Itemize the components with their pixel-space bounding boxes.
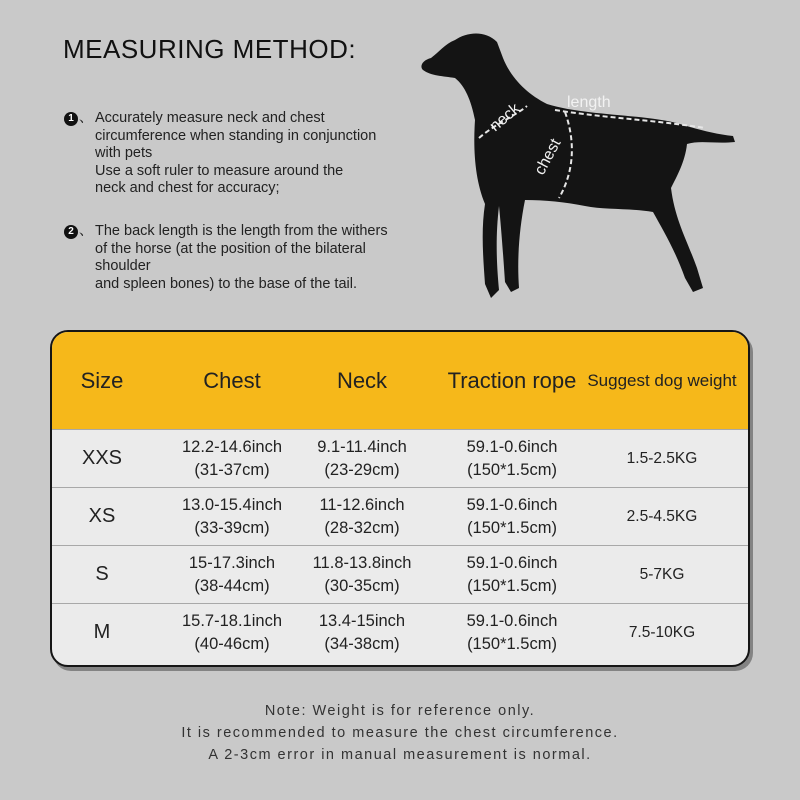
chest-cm: (33-39cm) [194, 518, 270, 537]
table-row [52, 603, 748, 661]
rope-inch: 59.1-0.6inch [466, 553, 558, 572]
step-separator: 、 [79, 222, 93, 238]
header-suggest-weight: Suggest dog weight [587, 370, 737, 390]
step-text: Accurately measure neck and chest circumference when standing in conjunction with pets Use a soft ruler to measure around the neck and chest for accuracy; [95, 110, 377, 196]
step-number-badge: 1 [64, 112, 78, 126]
size-chart-table [50, 330, 750, 667]
chest-cm: (40-46cm) [194, 634, 270, 653]
neck-cell [282, 488, 442, 545]
instruction-step-1 [64, 110, 424, 198]
neck-cm: (28-32cm) [324, 518, 400, 537]
chest-inch: 15-17.3inch [188, 553, 276, 572]
chest-inch: 13.0-15.4inch [182, 495, 282, 514]
header-size: Size [80, 367, 124, 393]
rope-cell [432, 488, 592, 545]
rope-cell [432, 604, 592, 661]
neck-label: neck [486, 100, 524, 136]
neck-cm: (34-38cm) [324, 634, 400, 653]
neck-inch: 11.8-13.8inch [312, 553, 412, 572]
header-neck: Neck [336, 367, 388, 393]
rope-inch: 59.1-0.6inch [466, 437, 558, 456]
rope-cm: (150*1.5cm) [467, 634, 557, 653]
footnote [0, 700, 800, 766]
rope-cm: (150*1.5cm) [467, 518, 557, 537]
table-row [52, 429, 748, 487]
weight-cell: 1.5-2.5KG [626, 450, 698, 467]
length-label: length [567, 94, 611, 111]
neck-cell [282, 430, 442, 487]
weight-cell: 7.5-10KG [628, 624, 696, 641]
chest-inch: 12.2-14.6inch [182, 437, 282, 456]
step-number-badge: 2 [64, 225, 78, 239]
table-row [52, 545, 748, 603]
header-traction-rope: Traction rope [447, 367, 577, 393]
size-cell: XS [88, 505, 116, 527]
rope-cell [432, 546, 592, 603]
table-header [52, 332, 748, 429]
neck-cm: (23-29cm) [324, 460, 400, 479]
step-text: The back length is the length from the withers of the horse (at the position of the bilateral shoulder and spleen bones) to the base of the tail. [95, 223, 388, 292]
dog-measurement-illustration [415, 20, 745, 310]
rope-cm: (150*1.5cm) [467, 460, 557, 479]
rope-cell [432, 430, 592, 487]
neck-cell [282, 546, 442, 603]
weight-cell: 2.5-4.5KG [626, 508, 698, 525]
footnote-line: A 2-3cm error in manual measurement is normal. [208, 747, 592, 763]
weight-cell: 5-7KG [639, 566, 685, 583]
table-row [52, 487, 748, 545]
neck-inch: 13.4-15inch [318, 611, 406, 630]
size-cell: S [95, 563, 109, 585]
chest-cm: (31-37cm) [194, 460, 270, 479]
chest-cm: (38-44cm) [194, 576, 270, 595]
neck-cm: (30-35cm) [324, 576, 400, 595]
neck-inch: 11-12.6inch [319, 495, 405, 514]
footnote-line: Note: Weight is for reference only. [264, 703, 536, 719]
chest-label: chest [531, 136, 565, 178]
footnote-line: It is recommended to measure the chest circumference. [181, 725, 619, 741]
chest-inch: 15.7-18.1inch [182, 611, 282, 630]
neck-inch: 9.1-11.4inch [317, 437, 407, 456]
neck-cell [282, 604, 442, 661]
rope-inch: 59.1-0.6inch [466, 611, 558, 630]
header-chest: Chest [203, 367, 261, 393]
rope-inch: 59.1-0.6inch [466, 495, 558, 514]
rope-cm: (150*1.5cm) [467, 576, 557, 595]
page-title: MEASURING METHOD: [63, 34, 357, 64]
instruction-step-2 [64, 223, 424, 293]
dog-silhouette [421, 34, 735, 299]
size-cell: M [93, 621, 111, 643]
size-cell: XXS [81, 447, 123, 469]
step-separator: 、 [79, 109, 93, 125]
